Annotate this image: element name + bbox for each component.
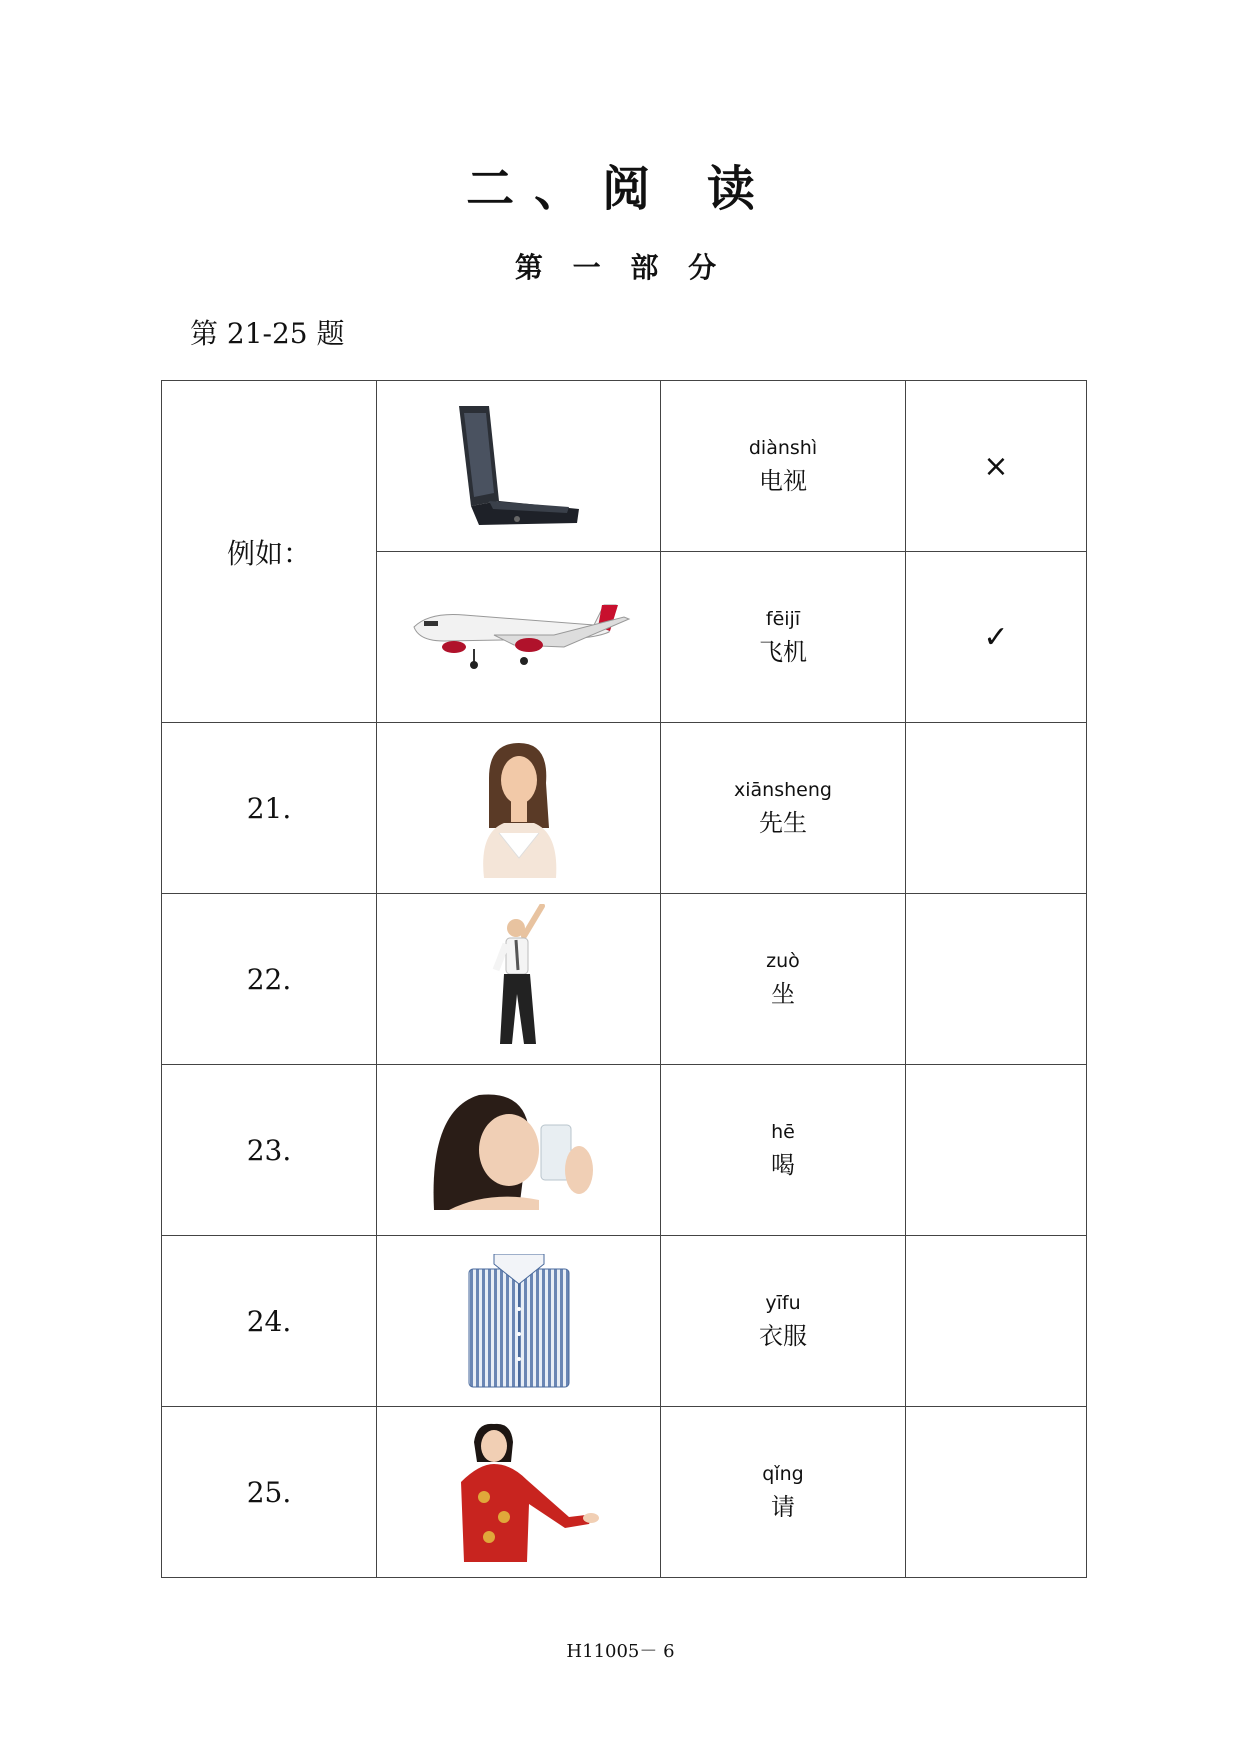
- hanzi: 请: [771, 1492, 795, 1521]
- hanzi: 喝: [771, 1150, 795, 1179]
- table-row: [162, 1065, 1087, 1236]
- pinyin: fēijī: [765, 607, 801, 630]
- word-cell: [661, 381, 906, 552]
- pinyin: yīfu: [765, 1291, 801, 1314]
- answer-box[interactable]: [906, 1236, 1087, 1407]
- smiling-woman-image: [377, 723, 661, 894]
- question-table: [161, 380, 1087, 1578]
- word-cell: [661, 1065, 906, 1236]
- pinyin: xiānsheng: [734, 778, 832, 801]
- woman-drinking-image: [377, 1065, 661, 1236]
- hanzi: 飞机: [759, 637, 807, 666]
- table-row: [162, 1407, 1087, 1578]
- hanzi: 电视: [759, 466, 807, 495]
- hanzi: 先生: [759, 808, 807, 837]
- part-subtitle: 第 一 部 分: [514, 251, 727, 284]
- question-number: 25.: [162, 1407, 377, 1578]
- answer-box[interactable]: [906, 723, 1087, 894]
- word-cell: [661, 723, 906, 894]
- pinyin: hē: [771, 1120, 795, 1143]
- question-number: 22.: [162, 894, 377, 1065]
- airplane-image: [377, 552, 661, 723]
- cross-mark: ×: [906, 381, 1087, 552]
- page-footer: H11005－ 6: [566, 1641, 675, 1662]
- check-mark: ✓: [906, 552, 1087, 723]
- pinyin: diànshì: [748, 436, 818, 459]
- pinyin: zuò: [766, 949, 800, 972]
- question-number: 23.: [162, 1065, 377, 1236]
- table-row: [162, 381, 1087, 552]
- word-cell: [661, 1236, 906, 1407]
- answer-box[interactable]: [906, 894, 1087, 1065]
- hanzi: 衣服: [759, 1321, 807, 1350]
- question-range: 第 21-25 题: [190, 317, 345, 350]
- stretching-man-image: [377, 894, 661, 1065]
- folded-shirt-image: [377, 1236, 661, 1407]
- answer-box[interactable]: [906, 1065, 1087, 1236]
- word-cell: [661, 1407, 906, 1578]
- table-row: [162, 1236, 1087, 1407]
- question-number: 24.: [162, 1236, 377, 1407]
- table-row: [162, 723, 1087, 894]
- word-cell: [661, 894, 906, 1065]
- hanzi: 坐: [771, 979, 795, 1008]
- pinyin: qǐng: [762, 1462, 804, 1485]
- laptop-image: [377, 381, 661, 552]
- word-cell: [661, 552, 906, 723]
- example-label: 例如：: [162, 381, 377, 723]
- answer-box[interactable]: [906, 1407, 1087, 1578]
- section-title: 二、阅 读: [466, 161, 775, 217]
- woman-inviting-image: [377, 1407, 661, 1578]
- question-number: 21.: [162, 723, 377, 894]
- table-row: [162, 894, 1087, 1065]
